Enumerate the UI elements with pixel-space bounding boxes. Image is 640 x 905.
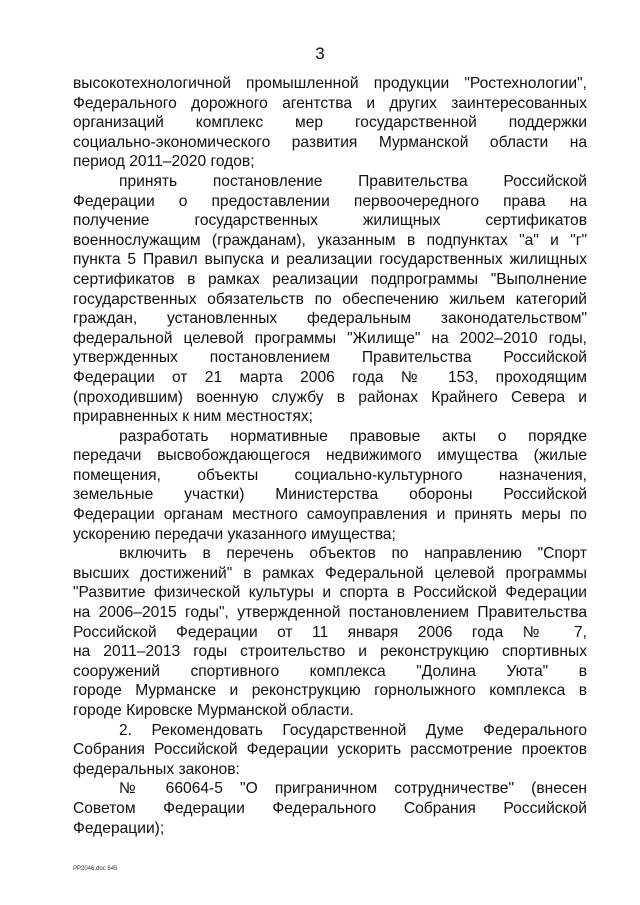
- page-number: 3: [315, 44, 325, 63]
- text-line: городе Мурманске и реконструкцию горнолыжного комплекса в: [73, 682, 587, 700]
- text-line: Собрания Российской Федерации ускорить рассмотрение проектов: [73, 741, 587, 759]
- text-line: период 2011–2020 годов;: [73, 153, 255, 171]
- text-line: высокотехнологичной промышленной продукции "Ростехнологии",: [73, 75, 587, 92]
- text-line: городе Кировске Мурманской области.: [73, 702, 354, 719]
- text-line: 2. Рекомендовать Государственной Думе Федерального: [119, 721, 587, 739]
- text-line: высших достижений" в рамках Федеральной целевой программы: [73, 564, 587, 582]
- text-line: на 2011–2013 годы строительство и реконструкцию спортивных: [73, 643, 587, 661]
- footer-code: PP2046.doc 645: [73, 866, 118, 872]
- text-line: Федерации о предоставлении первоочередного права на: [73, 192, 587, 210]
- text-line: № 66064-5 "О приграничном сотрудничестве" (внесен: [119, 780, 587, 798]
- text-line: передачи высвобождающегося недвижимого имущества (жилые: [73, 447, 587, 465]
- text-line: федеральных законов:: [73, 760, 240, 778]
- text-line: граждан, установленных федеральным законодательством": [73, 310, 587, 328]
- text-line: получение государственных жилищных сертификатов: [73, 212, 587, 230]
- text-line: (проходившим) военную службу в районах Крайнего Севера и: [73, 388, 587, 406]
- text-line: принять постановление Правительства Российской: [119, 172, 587, 190]
- document-body: [73, 74, 587, 838]
- text-line: Федерации от 21 марта 2006 года № 153, проходящим: [73, 368, 587, 386]
- text-line: "Развитие физической культуры и спорта в Российской Федерации: [73, 584, 587, 602]
- text-line: Федерации органам местного самоуправления и принять меры по: [73, 506, 587, 524]
- text-line: Российской Федерации от 11 января 2006 года № 7,: [73, 623, 587, 641]
- text-line: государственных обязательств по обеспечению жильем категорий: [73, 290, 587, 308]
- text-line: земельные участки) Министерства обороны Российской: [73, 486, 587, 504]
- text-line: помещения, объекты социально-культурного назначения,: [73, 466, 587, 484]
- text-line: пункта 5 Правил выпуска и реализации государственных жилищных: [73, 251, 587, 269]
- text-line: ускорению передачи указанного имущества;: [73, 525, 396, 543]
- text-line: на 2006–2015 годы", утвержденной постановлением Правительства: [73, 604, 587, 622]
- text-line: утвержденных постановлением Правительства Российской: [73, 349, 587, 367]
- text-line: включить в перечень объектов по направлению "Спорт: [119, 545, 587, 563]
- text-line: Советом Федерации Федерального Собрания Российской: [73, 799, 587, 817]
- text-line: организаций комплекс мер государственной поддержки: [73, 114, 587, 132]
- text-line: военнослужащим (гражданам), указанным в подпунктах "а" и "г": [73, 231, 587, 249]
- text-line: сооружений спортивного комплекса "Долина Уюта" в: [73, 662, 587, 680]
- text-line: Федерации);: [73, 819, 165, 837]
- text-line: федеральной целевой программы "Жилище" на 2002–2010 годы,: [73, 329, 587, 347]
- text-line: приравненных к ним местностях;: [73, 408, 313, 426]
- text-line: сертификатов в рамках реализации подпрограммы "Выполнение: [73, 270, 587, 288]
- text-line: социально-экономического развития Мурманской области на: [73, 133, 587, 151]
- text-line: Федерального дорожного агентства и других заинтересованных: [73, 94, 587, 112]
- text-line: разработать нормативные правовые акты о порядке: [119, 427, 587, 445]
